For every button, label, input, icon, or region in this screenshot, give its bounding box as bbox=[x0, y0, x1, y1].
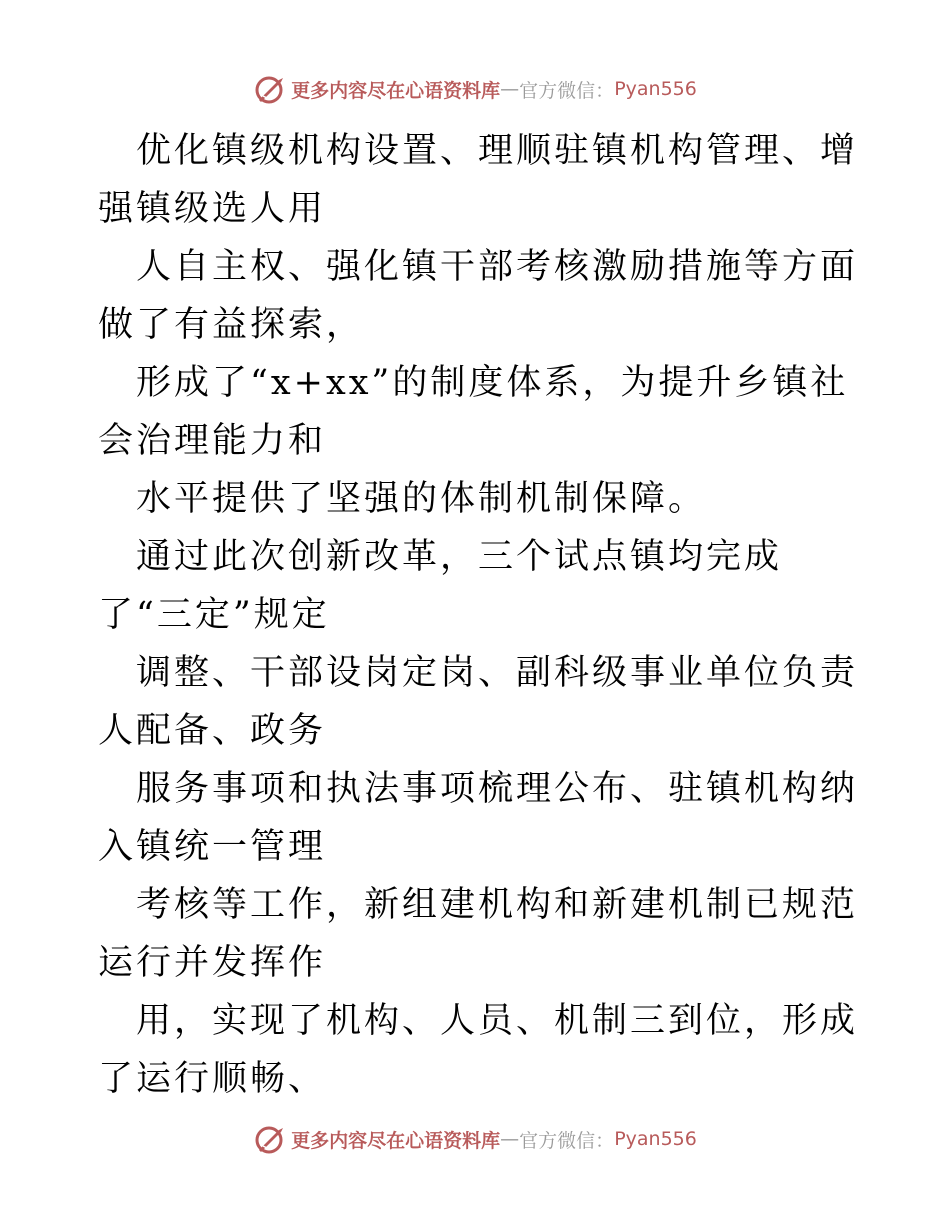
paragraph: 调整、干部设岗定岗、副科级事业单位负责人配备、政务 bbox=[98, 653, 859, 751]
paragraph: 用，实现了机构、人员、机制三到位，形成了运行顺畅、 bbox=[98, 1001, 859, 1099]
quill-pen-logo-icon bbox=[253, 74, 287, 104]
watermark-brand: 更多内容尽在心语资料库 bbox=[291, 79, 501, 102]
watermark-wechat-id: Pyan556 bbox=[614, 1128, 697, 1150]
quill-pen-logo-icon bbox=[253, 1124, 287, 1154]
watermark-separator: — bbox=[500, 78, 520, 100]
paragraph: 人自主权、强化镇干部考核激励措施等方面做了有益探索， bbox=[98, 247, 859, 345]
paragraph: 服务事项和执法事项梳理公布、驻镇机构纳入镇统一管理 bbox=[98, 769, 859, 867]
watermark-brand: 更多内容尽在心语资料库 bbox=[291, 1129, 501, 1152]
paragraph: 形成了“x+xx”的制度体系，为提升乡镇社会治理能力和 bbox=[98, 363, 849, 461]
paragraph: 通过此次创新改革，三个试点镇均完成了“三定”规定 bbox=[98, 537, 783, 635]
document-body bbox=[98, 122, 858, 1108]
paragraph: 考核等工作，新组建机构和新建机制已规范运行并发挥作 bbox=[98, 885, 859, 983]
paragraph: 优化镇级机构设置、理顺驻镇机构管理、增强镇级选人用 bbox=[98, 131, 859, 229]
paragraph: 水平提供了坚强的体制机制保障。 bbox=[136, 479, 707, 519]
header-watermark bbox=[0, 74, 950, 104]
watermark-label: 官方微信： bbox=[519, 79, 615, 102]
footer-watermark bbox=[0, 1124, 950, 1154]
watermark-separator: — bbox=[500, 1128, 520, 1150]
watermark-label: 官方微信： bbox=[519, 1129, 615, 1152]
watermark-wechat-id: Pyan556 bbox=[614, 78, 697, 100]
